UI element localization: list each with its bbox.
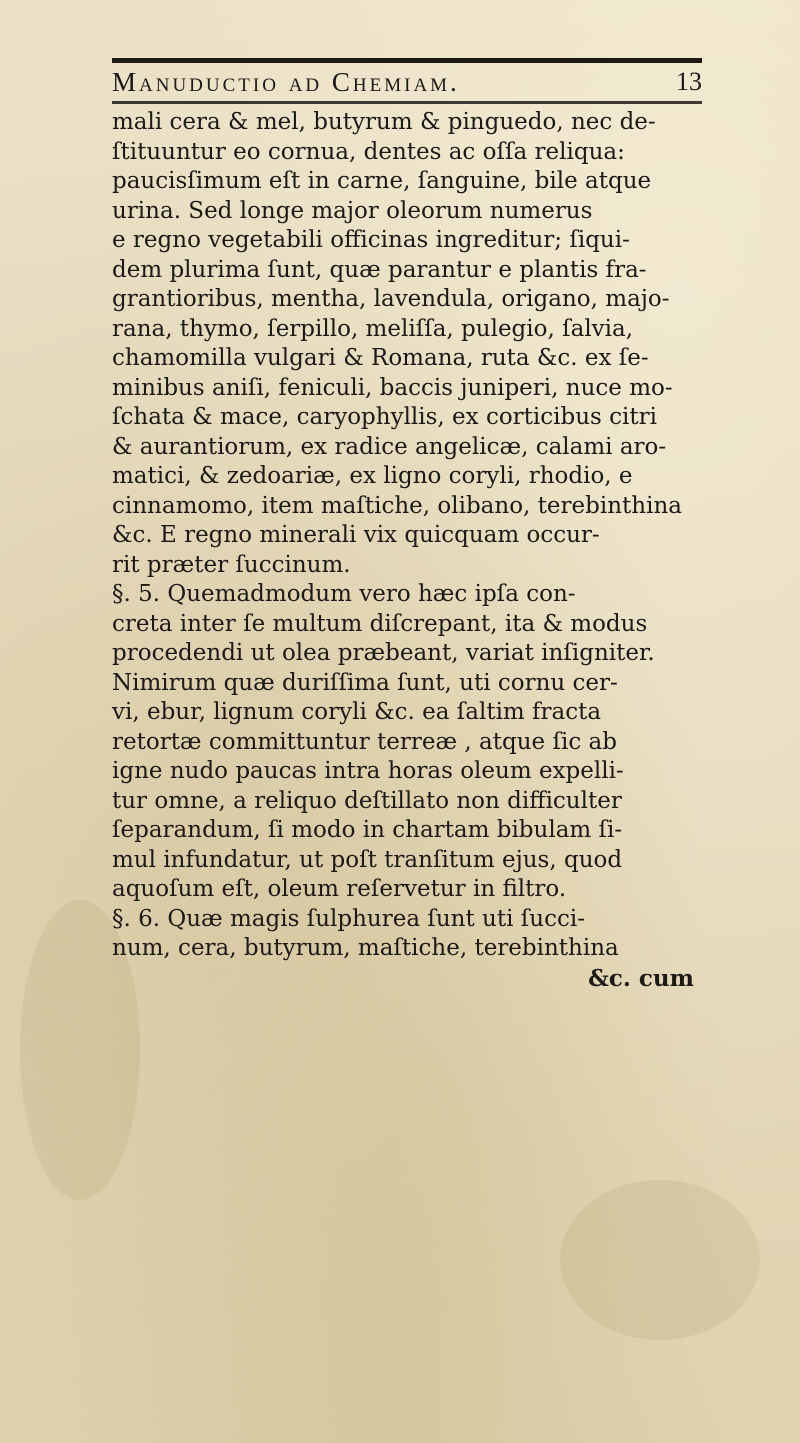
text-line: dem plurima ſunt, quæ parantur e plantis fra- <box>112 256 647 283</box>
text-line: minibus aniſi, feniculi, baccis juniperi, nuce mo- <box>112 374 673 401</box>
text-line: retortæ committuntur terreæ , atque ſic ab <box>112 728 617 755</box>
text-line: procedendi ut olea præbeant, variat inſigniter. <box>112 640 655 666</box>
running-header <box>112 63 702 101</box>
text-line: chamomilla vulgari & Romana, ruta &c. ex ſe- <box>112 345 649 371</box>
text-line: aquoſum eſt, oleum reſervetur in filtro. <box>112 876 567 902</box>
text-line: num, cera, butyrum, maſtiche, terebinthina <box>112 935 619 961</box>
paper-stain <box>560 1180 760 1340</box>
text-line: paucisſimum eſt in carne, ſanguine, bile atque <box>112 168 652 194</box>
page-number: 13 <box>676 67 702 96</box>
body-text <box>112 108 712 994</box>
text-line: ſchata & mace, caryophyllis, ex corticibus citri <box>112 404 657 430</box>
text-line: mali cera & mel, butyrum & pinguedo, nec de- <box>112 109 656 135</box>
text-line: tur omne, a reliquo deſtillato non difficulter <box>112 787 622 814</box>
text-line: creta inter ſe multum diſcrepant, ita & modus <box>112 610 648 637</box>
text-line: grantioribus, mentha, lavendula, origano, majo- <box>112 286 670 312</box>
text-line: & aurantiorum, ex radice angelicæ, calami aro- <box>112 433 667 460</box>
text-line: §. 6. Quæ magis ſulphurea ſunt uti ſucci- <box>112 905 585 932</box>
text-line: matici, & zedoariæ, ex ligno coryli, rhodio, e <box>112 463 633 489</box>
text-line: &c. E regno minerali vix quicquam occur- <box>112 522 600 548</box>
header-rule-bottom <box>112 101 702 104</box>
text-line: cinnamomo, item maſtiche, olibano, terebinthina <box>112 492 682 519</box>
text-line: ſeparandum, ſi modo in chartam bibulam ſi- <box>112 817 623 843</box>
text-line: rana, thymo, ſerpillo, meliſſa, pulegio, ſalvia, <box>112 315 634 342</box>
catchword: &c. cum <box>588 964 694 992</box>
running-title: Manuductio ad Chemiam. <box>112 66 460 97</box>
text-line: ſtituuntur eo cornua, dentes ac oſſa reliqua: <box>112 138 625 165</box>
text-line: mul infundatur, ut poſt tranſitum ejus, quod <box>112 846 623 873</box>
text-line: urina. Sed longe major oleorum numerus <box>112 197 593 224</box>
text-line: vi, ebur, lignum coryli &c. ea ſaltim fracta <box>112 699 602 725</box>
text-line: §. 5. Quemadmodum vero hæc ipſa con- <box>112 581 576 607</box>
text-line: Nimirum quæ duriſſima ſunt, uti cornu cer- <box>112 669 618 696</box>
text-line: igne nudo paucas intra horas oleum expelli- <box>112 758 624 784</box>
text-line: e regno vegetabili officinas ingreditur; ſiqui- <box>112 227 630 253</box>
text-line: rit præter ſuccinum. <box>112 551 351 578</box>
